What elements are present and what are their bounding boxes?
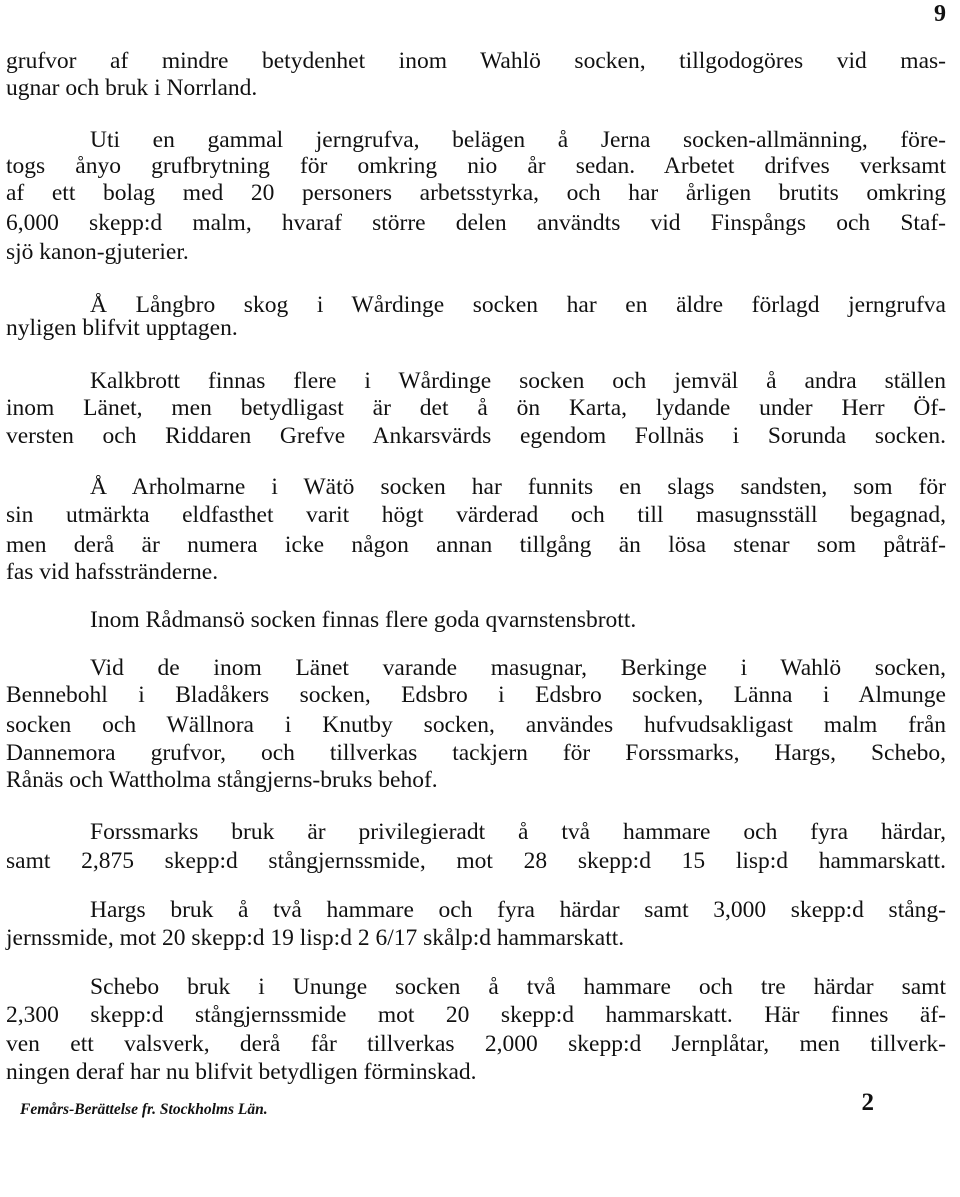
text-line: sin utmärkta eldfasthet varit högt värderad och till masugnsställ begagnad,: [6, 502, 946, 528]
page-number: 9: [934, 1, 946, 27]
text-line: ningen deraf har nu blifvit betydligen förminskad.: [6, 1059, 477, 1085]
text-line: fas vid hafsstränderne.: [6, 559, 219, 585]
text-line: Schebo bruk i Ununge socken å två hammare och tre härdar samt: [90, 974, 946, 1000]
text-line: togs ånyo grufbrytning för omkring nio år sedan. Arbetet drifves verksamt: [6, 153, 946, 179]
text-line: jernssmide, mot 20 skepp:d 19 lisp:d 2 6/17 skålp:d hammarskatt.: [6, 925, 625, 951]
text-line: sjö kanon-gjuterier.: [6, 239, 189, 265]
text-line: Uti en gammal jerngrufva, belägen å Jerna socken-allmänning, före-: [90, 127, 946, 153]
text-line: Forssmarks bruk är privilegieradt å två hammare och fyra härdar,: [90, 819, 946, 845]
text-line: versten och Riddaren Grefve Ankarsvärds egendom Follnäs i Sorunda socken.: [6, 423, 946, 449]
text-line: inom Länet, men betydligast är det å ön Karta, lydande under Herr Öf-: [6, 395, 946, 421]
text-line: 2,300 skepp:d stångjernssmide mot 20 skepp:d hammarskatt. Här finnes äf-: [6, 1002, 946, 1028]
text-line: men derå är numera icke någon annan tillgång än lösa stenar som påträf-: [6, 532, 946, 558]
text-line: 6,000 skepp:d malm, hvaraf större delen användts vid Finspångs och Staf-: [6, 210, 946, 236]
text-line: Bennebohl i Bladåkers socken, Edsbro i Edsbro socken, Länna i Almunge: [6, 682, 946, 708]
text-line: Kalkbrott finnas flere i Wårdinge socken och jemväl å andra ställen: [90, 368, 946, 394]
text-line: nyligen blifvit upptagen.: [6, 315, 238, 341]
text-line: Dannemora grufvor, och tillverkas tackjern för Forssmarks, Hargs, Schebo,: [6, 740, 946, 766]
text-line: Inom Rådmansö socken finnas flere goda qvarnstensbrott.: [90, 607, 637, 633]
text-line: ugnar och bruk i Norrland.: [6, 75, 258, 101]
text-line: ven ett valsverk, derå får tillverkas 2,000 skepp:d Jernplåtar, men tillverk-: [6, 1031, 946, 1057]
text-line: Rånäs och Wattholma stångjerns-bruks behof.: [6, 767, 438, 793]
text-line: samt 2,875 skepp:d stångjernssmide, mot 28 skepp:d 15 lisp:d hammarskatt.: [6, 848, 946, 874]
text-line: Vid de inom Länet varande masugnar, Berkinge i Wahlö socken,: [90, 655, 946, 681]
text-line: socken och Wällnora i Knutby socken, användes hufvudsakligast malm från: [6, 712, 946, 738]
sheet-signature-mark: 2: [861, 1089, 874, 1116]
text-line: af ett bolag med 20 personers arbetsstyrka, och har årligen brutits omkring: [6, 180, 946, 206]
text-line: Å Arholmarne i Wätö socken har funnits en slags sandsten, som för: [90, 474, 946, 500]
text-line: grufvor af mindre betydenhet inom Wahlö socken, tillgodogöres vid mas-: [6, 48, 946, 74]
footer-signature-line: Femårs-Berättelse fr. Stockholms Län.: [20, 1101, 268, 1118]
text-line: Å Långbro skog i Wårdinge socken har en äldre förlagd jerngrufva: [90, 292, 946, 318]
text-line: Hargs bruk å två hammare och fyra härdar samt 3,000 skepp:d stång-: [90, 897, 946, 923]
